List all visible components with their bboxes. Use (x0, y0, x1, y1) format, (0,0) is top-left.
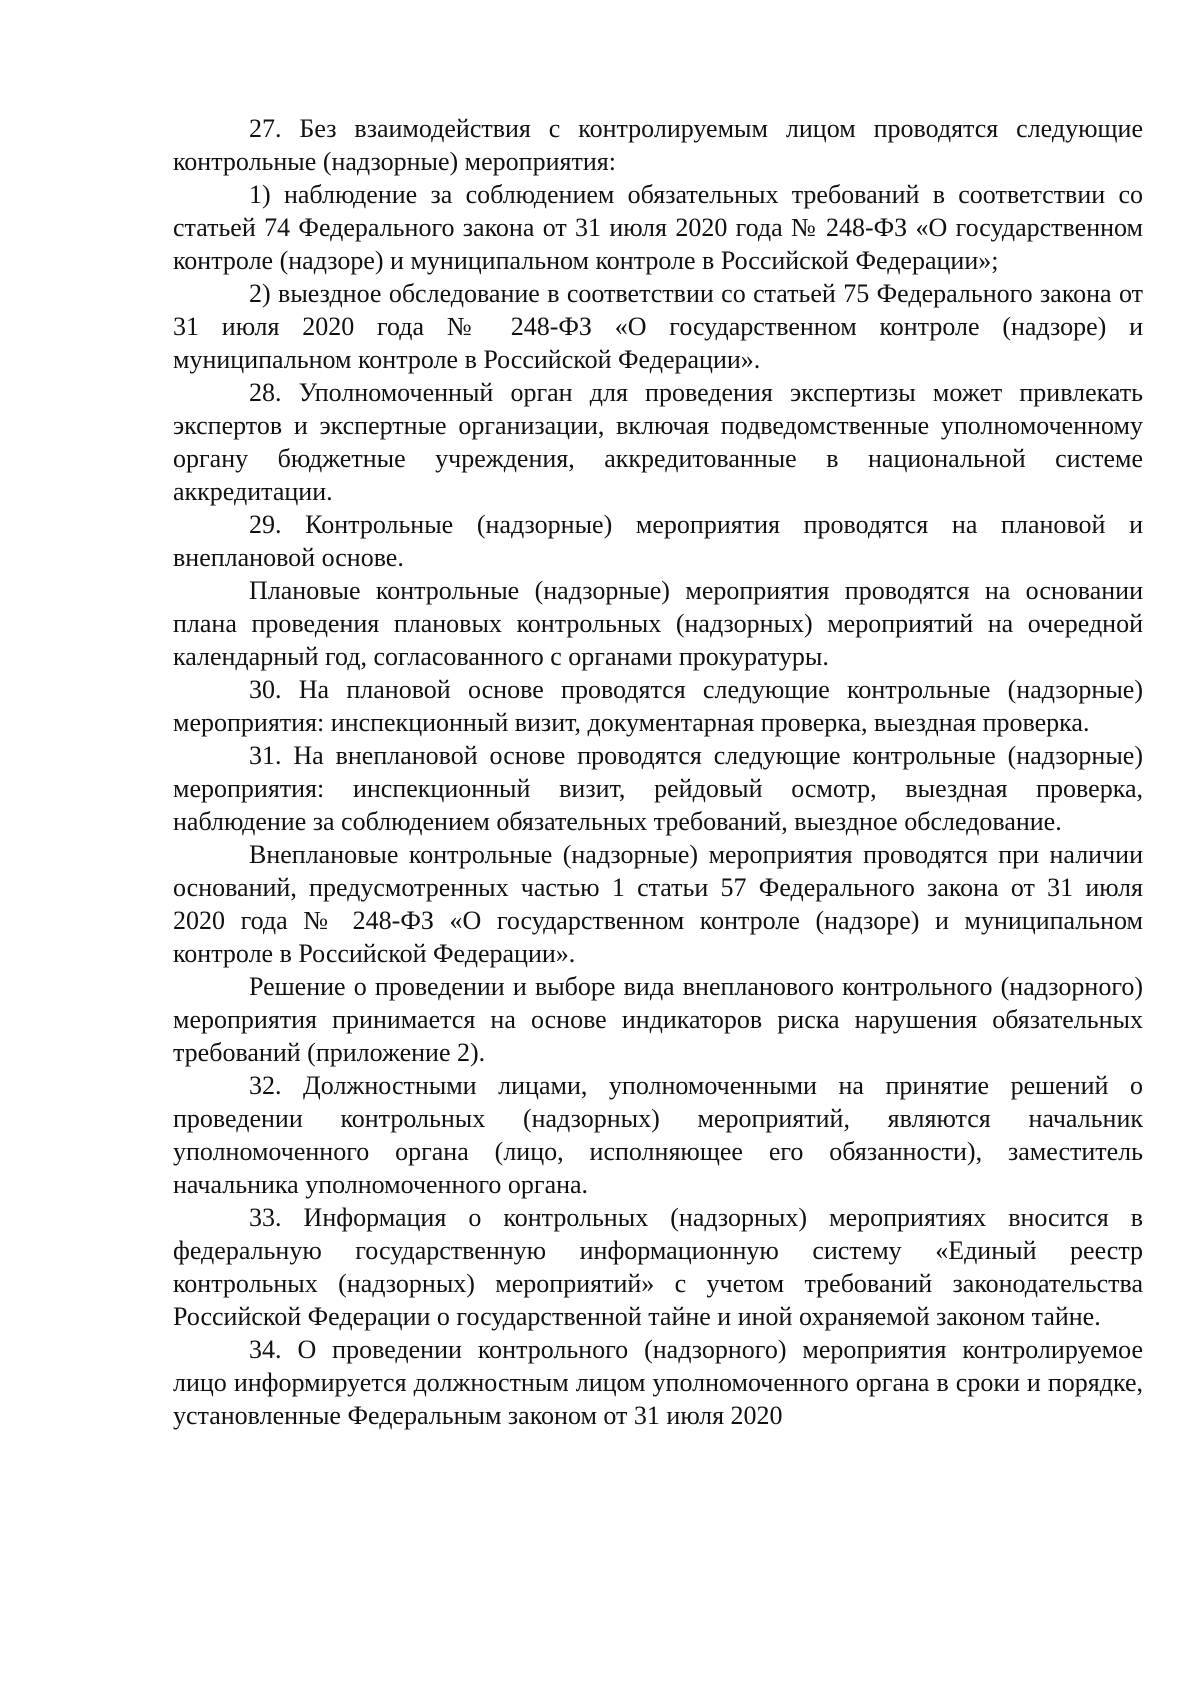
paragraph-30: 30. На плановой основе проводятся следующие контрольные (надзорные) мероприятия: инспекционный визит, документарная проверка, выездная проверка. (173, 675, 1143, 737)
paragraph-29-planned: Плановые контрольные (надзорные) мероприятия проводятся на основании плана проведения плановых контрольных (надзорных) мероприятий на очередной календарный год, согласованного с органами прокуратуры. (173, 576, 1143, 671)
paragraph-32: 32. Должностными лицами, уполномоченными на принятие решений о проведении контрольных (надзорных) мероприятий, являются начальник уполномоченного органа (лицо, исполняющее его обязанности), заместитель начальника уполномоченного органа. (173, 1071, 1143, 1199)
paragraph-31-decision: Решение о проведении и выборе вида внепланового контрольного (надзорного) мероприятия принимается на основе индикаторов риска нарушения обязательных требований (приложение 2). (173, 972, 1143, 1067)
paragraph-27: 27. Без взаимодействия с контролируемым лицом проводятся следующие контрольные (надзорные) мероприятия: (173, 114, 1143, 176)
paragraph-31-unplanned: Внеплановые контрольные (надзорные) мероприятия проводятся при наличии оснований, предусмотренных частью 1 статьи 57 Федерального закона от 31 июля 2020 года № 248-ФЗ «О государственном контроле (надзоре) и муниципальном контроле в Российской Федерации». (173, 840, 1143, 968)
paragraph-27-item-1: 1) наблюдение за соблюдением обязательных требований в соответствии со статьей 74 Федерального закона от 31 июля 2020 года № 248-ФЗ «О государственном контроле (надзоре) и муниципальном контроле в Российской Федерации»; (173, 180, 1143, 275)
paragraph-28: 28. Уполномоченный орган для проведения экспертизы может привлекать экспертов и экспертные организации, включая подведомственные уполномоченному органу бюджетные учреждения, аккредитованные в национальной системе аккредитации. (173, 378, 1143, 506)
document-page (173, 112, 1143, 1432)
paragraph-29: 29. Контрольные (надзорные) мероприятия проводятся на плановой и внеплановой основе. (173, 510, 1143, 572)
paragraph-33: 33. Информация о контрольных (надзорных) мероприятиях вносится в федеральную государственную информационную систему «Единый реестр контрольных (надзорных) мероприятий» с учетом требований законодательства Российской Федерации о государственной тайне и иной охраняемой законом тайне. (173, 1203, 1143, 1331)
paragraph-34: 34. О проведении контрольного (надзорного) мероприятия контролируемое лицо информируется должностным лицом уполномоченного органа в сроки и порядке, установленные Федеральным законом от 31 июля 2020 (173, 1335, 1143, 1430)
paragraph-31: 31. На внеплановой основе проводятся следующие контрольные (надзорные) мероприятия: инспекционный визит, рейдовый осмотр, выездная проверка, наблюдение за соблюдением обязательных требований, выездное обследование. (173, 741, 1143, 836)
paragraph-27-item-2: 2) выездное обследование в соответствии со статьей 75 Федерального закона от 31 июля 2020 года № 248-ФЗ «О государственном контроле (надзоре) и муниципальном контроле в Российской Федерации». (173, 279, 1143, 374)
